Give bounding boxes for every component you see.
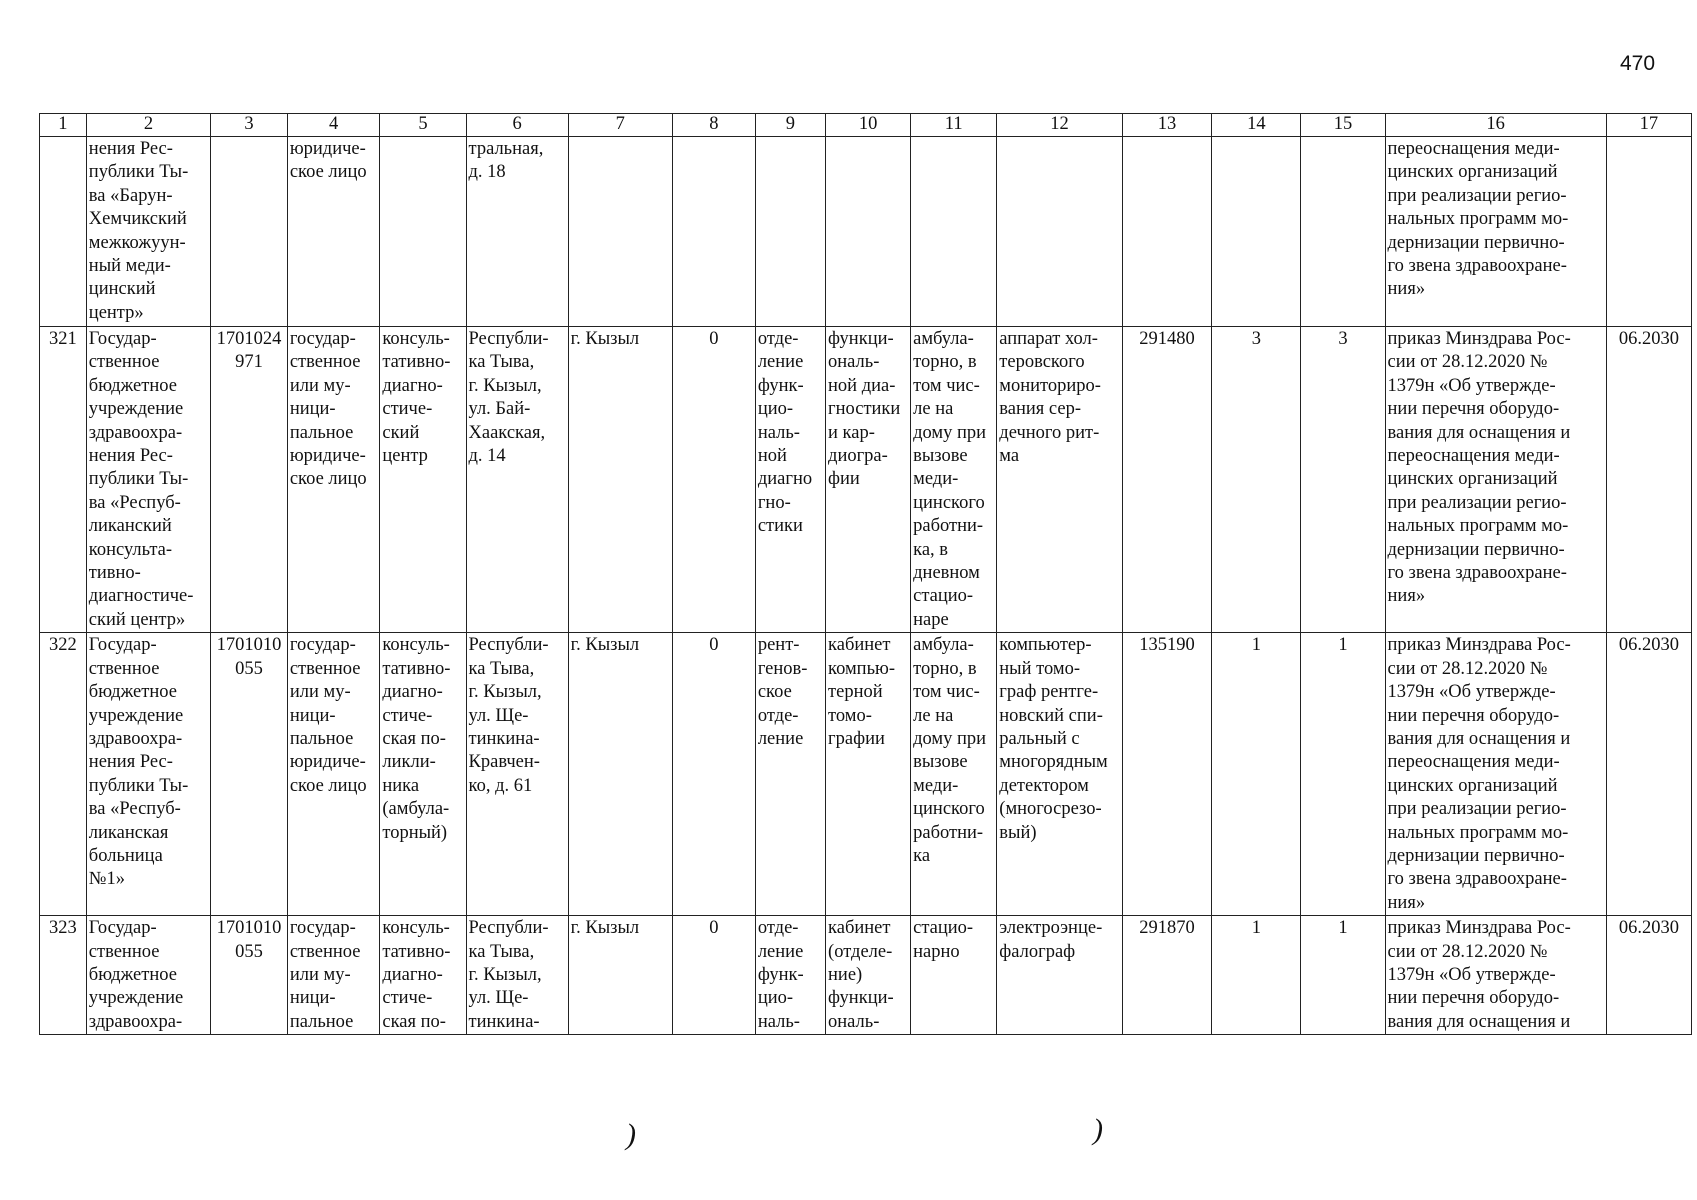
quantity-cell: 3 [1301, 327, 1385, 633]
table-row [40, 916, 1692, 1035]
scan-mark: ) [626, 1118, 636, 1151]
unit-cell: кабинет компью- терной томо- графии [826, 633, 911, 916]
facility-type-cell [380, 137, 466, 327]
equipment-cell [997, 137, 1123, 327]
column-header: 15 [1301, 114, 1385, 137]
unit-cell: кабинет (отделе- ние) функци- ональ- [826, 916, 911, 1035]
row-number-cell: 322 [40, 633, 87, 916]
inn-cell: 1701024 971 [211, 327, 288, 633]
column-header: 8 [672, 114, 755, 137]
page-number: 470 [1620, 52, 1656, 75]
department-cell: отде- ление функ- цио- наль- [755, 916, 825, 1035]
address-cell: Республи- ка Тыва, г. Кызыл, ул. Ще- тинкина- [466, 916, 568, 1035]
quantity-cell: 1 [1301, 633, 1385, 916]
column-header: 17 [1606, 114, 1691, 137]
column-header: 2 [86, 114, 210, 137]
deadline-cell: 06.2030 [1606, 916, 1691, 1035]
legal-basis-cell: приказ Минздрава Рос- сии от 28.12.2020 № 1379н «Об утвержде- нии перечня оборудо- вания для оснащения и переоснащения меди- цинских организаций при реализации регио- нальных программ мо- дернизации первично- го звена здравоохране- ния» [1385, 327, 1606, 633]
column-header: 12 [997, 114, 1123, 137]
care-conditions-cell: амбула- торно, в том чис- ле на дому при вызове меди- цинского работни- ка [911, 633, 997, 916]
column-header: 14 [1212, 114, 1301, 137]
equipment-code-cell: 291480 [1122, 327, 1211, 633]
facility-type-cell: консуль- тативно- диагно- стиче- ская по- ликли- ника (амбула- торный) [380, 633, 466, 916]
legal-form-cell: юридиче- ское лицо [287, 137, 380, 327]
facility-type-cell: консуль- тативно- диагно- стиче- ская по- [380, 916, 466, 1035]
department-cell [755, 137, 825, 327]
column-header: 13 [1122, 114, 1211, 137]
equipment-register-table [39, 113, 1692, 1035]
unit-cell: функци- ональ- ной диа- гностики и кар- диогра- фии [826, 327, 911, 633]
column-header: 9 [755, 114, 825, 137]
value-cell: 0 [672, 327, 755, 633]
column-header: 7 [568, 114, 672, 137]
legal-basis-cell: переоснащения меди- цинских организаций при реализации регио- нальных программ мо- дернизации первично- го звена здравоохране- ния» [1385, 137, 1606, 327]
table-row [40, 327, 1692, 633]
legal-basis-cell: приказ Минздрава Рос- сии от 28.12.2020 № 1379н «Об утвержде- нии перечня оборудо- вания для оснащения и [1385, 916, 1606, 1035]
column-header: 6 [466, 114, 568, 137]
column-header: 3 [211, 114, 288, 137]
settlement-cell: г. Кызыл [568, 916, 672, 1035]
legal-form-cell: государ- ственное или му- ници- пальное юридиче- ское лицо [287, 633, 380, 916]
value-cell [672, 137, 755, 327]
quantity-cell: 1 [1301, 916, 1385, 1035]
legal-form-cell: государ- ственное или му- ници- пальное юридиче- ское лицо [287, 327, 380, 633]
value-cell: 0 [672, 633, 755, 916]
table-row [40, 137, 1692, 327]
equipment-code-cell: 291870 [1122, 916, 1211, 1035]
column-header: 1 [40, 114, 87, 137]
deadline-cell: 06.2030 [1606, 633, 1691, 916]
scan-mark: ) [1093, 1113, 1103, 1146]
equipment-code-cell: 135190 [1122, 633, 1211, 916]
legal-basis-cell: приказ Минздрава Рос- сии от 28.12.2020 № 1379н «Об утвержде- нии перечня оборудо- вания для оснащения и переоснащения меди- цинских организаций при реализации регио- нальных программ мо- дернизации первично- го звена здравоохране- ния» [1385, 633, 1606, 916]
inn-cell [211, 137, 288, 327]
unit-cell [826, 137, 911, 327]
care-conditions-cell: амбула- торно, в том чис- ле на дому при вызове меди- цинского работни- ка, в дневном стацио- наре [911, 327, 997, 633]
settlement-cell: г. Кызыл [568, 327, 672, 633]
quantity-cell [1301, 137, 1385, 327]
equipment-cell: аппарат хол- теровского мониториро- вания сер- дечного рит- ма [997, 327, 1123, 633]
institution-name-cell: Государ- ственное бюджетное учреждение здравоохра- нения Рес- публики Ты- ва «Респуб- ликанская больница №1» [86, 633, 210, 916]
department-cell: отде- ление функ- цио- наль- ной диагно гно- стики [755, 327, 825, 633]
address-cell: тральная, д. 18 [466, 137, 568, 327]
row-number-cell [40, 137, 87, 327]
deadline-cell [1606, 137, 1691, 327]
inn-cell: 1701010 055 [211, 916, 288, 1035]
deadline-cell: 06.2030 [1606, 327, 1691, 633]
row-number-cell: 321 [40, 327, 87, 633]
quantity-cell: 3 [1212, 327, 1301, 633]
quantity-cell: 1 [1212, 633, 1301, 916]
settlement-cell [568, 137, 672, 327]
legal-form-cell: государ- ственное или му- ници- пальное [287, 916, 380, 1035]
inn-cell: 1701010 055 [211, 633, 288, 916]
department-cell: рент- генов- ское отде- ление [755, 633, 825, 916]
quantity-cell: 1 [1212, 916, 1301, 1035]
value-cell: 0 [672, 916, 755, 1035]
care-conditions-cell [911, 137, 997, 327]
table-header-row [40, 114, 1692, 137]
quantity-cell [1212, 137, 1301, 327]
address-cell: Республи- ка Тыва, г. Кызыл, ул. Ще- тинкина- Кравчен- ко, д. 61 [466, 633, 568, 916]
address-cell: Республи- ка Тыва, г. Кызыл, ул. Бай- Хаакская, д. 14 [466, 327, 568, 633]
column-header: 11 [911, 114, 997, 137]
equipment-code-cell [1122, 137, 1211, 327]
row-number-cell: 323 [40, 916, 87, 1035]
column-header: 16 [1385, 114, 1606, 137]
column-header: 10 [826, 114, 911, 137]
equipment-cell: электроэнце- фалограф [997, 916, 1123, 1035]
settlement-cell: г. Кызыл [568, 633, 672, 916]
equipment-cell: компьютер- ный томо- граф рентге- новский спи- ральный с многорядным детектором (многосрезо- вый) [997, 633, 1123, 916]
institution-name-cell: Государ- ственное бюджетное учреждение здравоохра- [86, 916, 210, 1035]
institution-name-cell: нения Рес- публики Ты- ва «Барун- Хемчикский межкожуун- ный меди- цинский центр» [86, 137, 210, 327]
column-header: 5 [380, 114, 466, 137]
column-header: 4 [287, 114, 380, 137]
facility-type-cell: консуль- тативно- диагно- стиче- ский центр [380, 327, 466, 633]
care-conditions-cell: стацио- нарно [911, 916, 997, 1035]
table-row [40, 633, 1692, 916]
institution-name-cell: Государ- ственное бюджетное учреждение здравоохра- нения Рес- публики Ты- ва «Респуб- ликанский консульта- тивно- диагностиче- ский центр» [86, 327, 210, 633]
